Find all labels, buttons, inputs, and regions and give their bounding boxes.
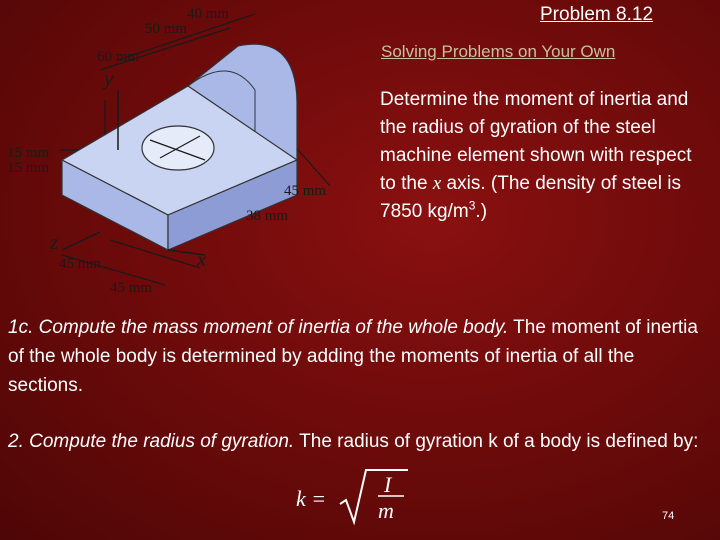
step-1c-paragraph [8,313,708,400]
dim-15mm-a: 15 mm [7,145,50,161]
problem-text-end: .) [475,201,488,222]
step-2-paragraph [8,427,708,456]
axis-label-z: z [50,230,59,254]
step-1c-body: The moment of inertia of the whole body is determined by adding the moments of inertia of all the sections. [8,317,698,396]
dim-45mm-bottom: 45 mm [59,256,102,272]
problem-text-start: Determine the moment of inertia and the radius of gyration of the steel machine element shown with respect to the [380,89,692,194]
problem-statement [380,86,710,226]
dim-45mm-lower: 45 mm [110,280,153,296]
section-subtitle: Solving Problems on Your Own [381,42,616,61]
page-number: 74 [662,510,675,522]
dim-60mm: 60 mm [97,49,140,65]
problem-text-middle: axis. (The density of steel is 7850 kg/m [380,173,681,222]
formula-numerator: I [384,472,392,497]
dim-15mm-b: 15 mm [7,160,50,176]
step-2-lead: 2. Compute the radius of gyration. [8,431,295,452]
step-2-body: The radius of gyration k of a body is defined by: [294,431,699,452]
problem-axis-symbol: x [432,173,442,194]
machine-element-figure [0,0,360,300]
sqrt-sign-icon [338,466,410,526]
axis-label-x: x [197,247,207,271]
problem-title: Problem 8.12 [540,4,654,25]
dim-40mm: 40 mm [187,6,230,22]
problem-superscript: 3 [468,198,476,213]
step-1c-lead: 1c. Compute the mass moment of inertia of the whole body. [8,317,509,338]
dim-50mm: 50 mm [145,21,188,37]
dim-38mm: 38 mm [246,208,289,224]
axis-label-y: y [104,66,114,90]
formula-lhs: k = [296,486,327,511]
formula-denominator: m [378,498,394,523]
dim-45mm-right: 45 mm [284,183,327,199]
